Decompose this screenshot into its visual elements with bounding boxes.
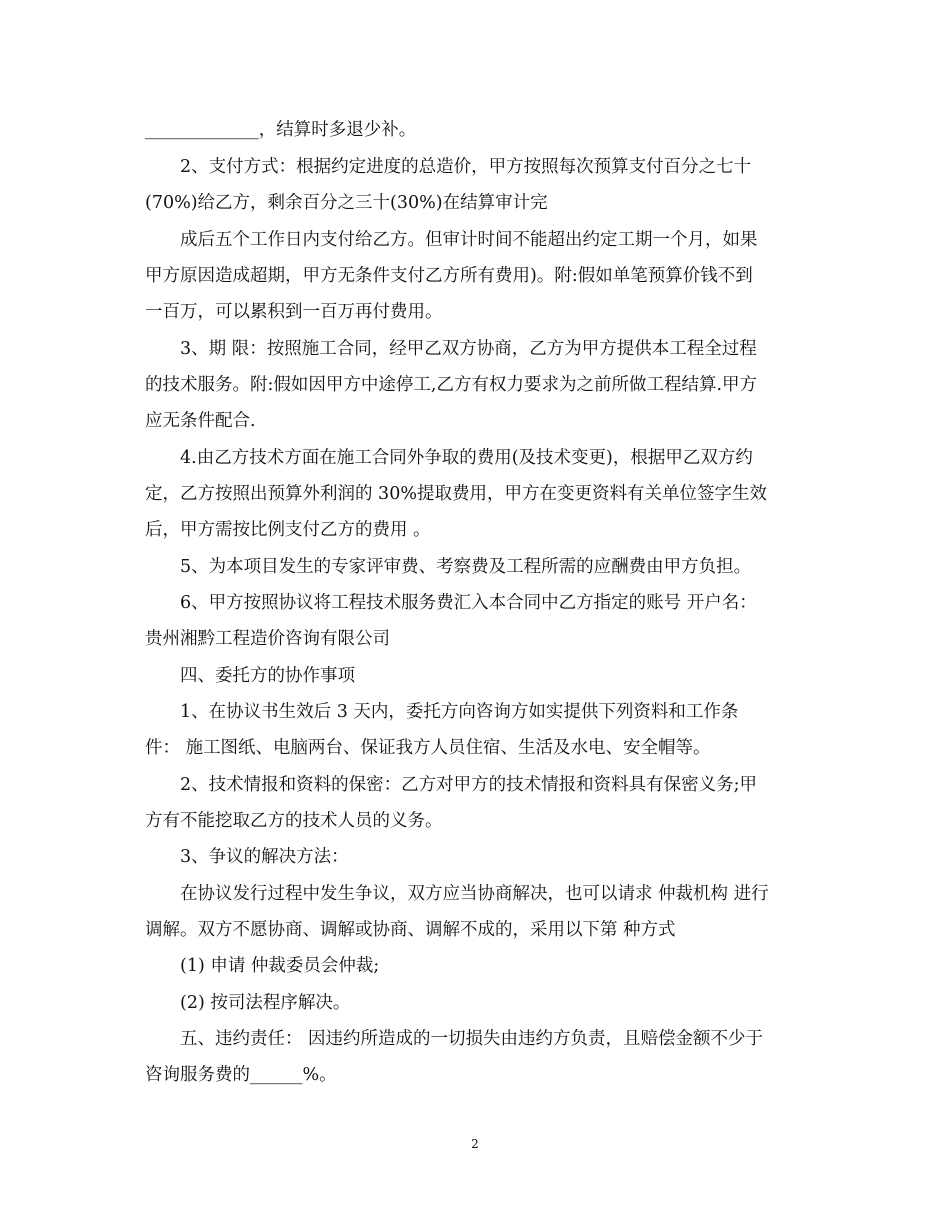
text-line: (70%)给乙方，剩余百分之三十(30%)在结算审计完 <box>145 193 548 213</box>
text-line: 件： 施工图纸、电脑两台、保证我方人员住宿、生活及水电、安全帽等。 <box>145 738 711 758</box>
text-line: 咨询服务费的______%。 <box>145 1065 337 1085</box>
text-line: 6、甲方按照协议将工程技术服务费汇入本合同中乙方指定的账号 开户名： <box>180 593 757 613</box>
text-line: (2) 按司法程序解决。 <box>180 993 351 1013</box>
text-line: 3、争议的解决方法： <box>180 847 349 867</box>
text-line: 成后五个工作日内支付给乙方。但审计时间不能超出约定工期一个月，如果 <box>180 230 758 250</box>
text-line: (1) 申请 仲裁委员会仲裁; <box>180 956 380 976</box>
section-heading: 四、委托方的协作事项 <box>180 666 355 686</box>
text-line: _____________，结算时多退少补。 <box>145 120 417 140</box>
text-line: 后，甲方需按比例支付乙方的费用 。 <box>145 520 431 540</box>
text-line: 1、在协议书生效后 3 天内，委托方向咨询方如实提供下列资料和工作条 <box>180 702 739 722</box>
page-number: 2 <box>471 1137 479 1151</box>
text-line: 方有不能挖取乙方的技术人员的义务。 <box>145 811 443 831</box>
text-line: 2、支付方式：根据约定进度的总造价，甲方按照每次预算支付百分之七十 <box>180 157 752 177</box>
text-line: 5、为本项目发生的专家评审费、考察费及工程所需的应酬费由甲方负担。 <box>180 557 752 577</box>
text-line: 2、技术情报和资料的保密：乙方对甲方的技术情报和资料具有保密义务;甲 <box>180 775 758 795</box>
text-line: 定，乙方按照出预算外利润的 30%提取费用，甲方在变更资料有关单位签字生效 <box>145 484 767 504</box>
text-line: 的技术服务。附:假如因甲方中途停工,乙方有权力要求为之前所做工程结算.甲方 <box>145 375 758 395</box>
text-line: 在协议发行过程中发生争议，双方应当协商解决，也可以请求 仲裁机构 进行 <box>180 884 769 904</box>
text-line: 甲方原因造成超期，甲方无条件支付乙方所有费用)。附:假如单笔预算价钱不到 <box>145 266 753 286</box>
text-line: 4.由乙方技术方面在施工合同外争取的费用(及技术变更)，根据甲乙双方约 <box>180 448 753 468</box>
text-line: 3、期 限：按照施工合同，经甲乙双方协商，乙方为甲方提供本工程全过程 <box>180 339 757 359</box>
text-line: 调解。双方不愿协商、调解或协商、调解不成的，采用以下第 种方式 <box>145 920 676 940</box>
text-line: 贵州湘黔工程造价咨询有限公司 <box>145 629 390 649</box>
text-line: 一百万，可以累积到一百万再付费用。 <box>145 302 443 322</box>
text-line: 应无条件配合. <box>145 411 256 431</box>
section-heading: 五、违约责任： 因违约所造成的一切损失由违约方负责，且赔偿金额不少于 <box>180 1029 764 1049</box>
